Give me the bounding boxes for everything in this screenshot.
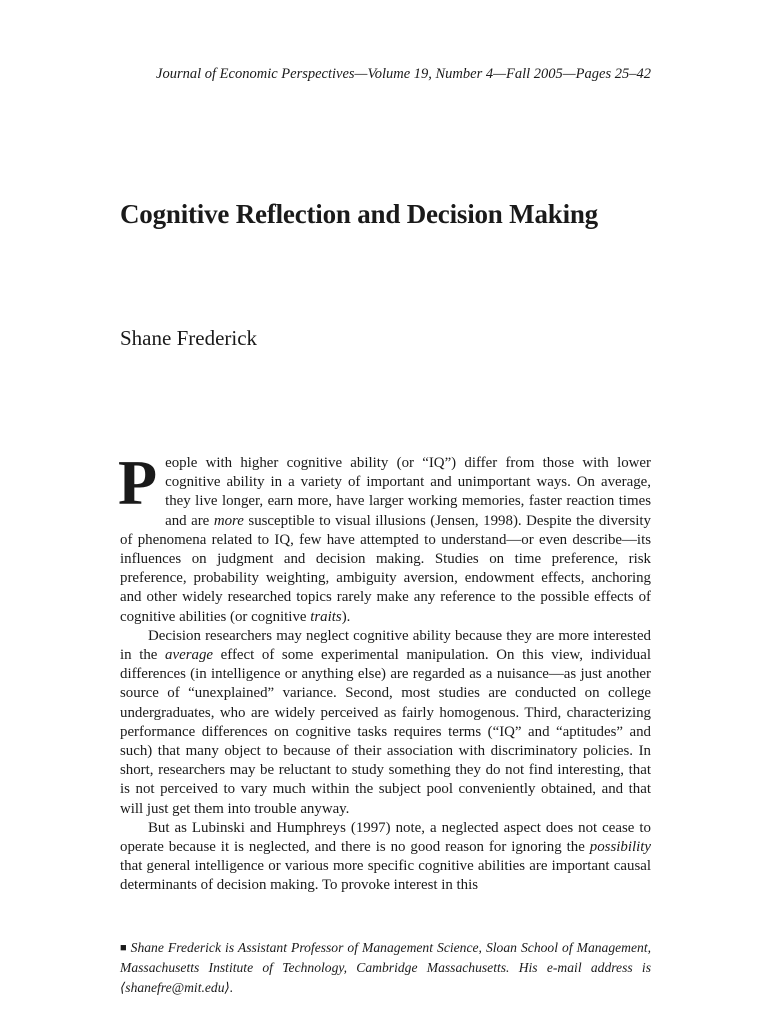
paragraph-3-text-a: But as Lubinski and Humphreys (1997) note, a neglected aspect does not cease to operate because it is neglected, and there is no good reason for ignoring the — [120, 819, 651, 856]
running-head: Journal of Economic Perspectives—Volume 19, Number 4—Fall 2005—Pages 25–42 — [156, 66, 651, 82]
paragraph-1-text-b: susceptible to visual illusions (Jensen, 1998). Despite the diversity of phenomena related to IQ, few have attempted to understand—or even describe—its influences on judgment and decision making. Studies on time preference, risk preference, probability weighting, ambiguity aversion, endowment effects, anchoring and other widely researched topics rarely make any reference to the possible effects of cognitive abilities (or cognitive — [120, 512, 651, 625]
article-title: Cognitive Reflection and Decision Making — [120, 199, 598, 229]
footnote-text: Shane Frederick is Assistant Professor of Management Science, Sloan School of Management, Massachusetts Institute of Technology, Cambridge Massachusetts. His e-mail address is ⟨shanefre@mit.edu⟩. — [120, 940, 651, 995]
paragraph-1-text-a: eople with higher cognitive ability (or “IQ”) differ from those with lower cognitive ability in a variety of important and unimportant ways. On average, they live longer, earn more, have larger working memories, faster reaction times and are — [165, 455, 651, 529]
paragraph-1-text-c: ). — [341, 608, 351, 625]
paragraph-1-emphasis-b: traits — [310, 608, 342, 625]
paragraph-1 — [118, 447, 651, 627]
article-body — [118, 447, 651, 896]
paragraph-3-text-b: that general intelligence or various more specific cognitive abilities are important causal determinants of decision making. To provoke interest in this — [120, 858, 651, 894]
paragraph-2 — [120, 627, 651, 819]
paragraph-2-text-b: effect of some experimental manipulation. On this view, individual differences (in intelligence or anything else) are regarded as a nuisance—as just another source of “unexplained” variance. Second, most studies are conducted on college undergraduates, who are widely perceived as fairly homogenous. Third, characterizing performance differences on cognitive tasks requires terms (“IQ” and “aptitudes” and such) that many object to because of their association with discriminatory policies. In short, researchers may be reluctant to study something they do not find interesting, that is not perceived to vary much within the subject pool conveniently obtained, and that will just get them into trouble anyway. — [120, 647, 651, 817]
author-footnote — [120, 938, 651, 998]
paragraph-3 — [120, 819, 651, 896]
paragraph-1-emphasis-a: more — [213, 512, 244, 529]
footnote-marker: ■ — [120, 942, 127, 954]
paragraph-2-text-a: Decision researchers may neglect cognitive ability because they are more interested in the — [120, 627, 651, 664]
paragraph-3-emphasis: possibility — [589, 839, 651, 856]
paragraph-2-emphasis: average — [165, 647, 214, 664]
author-name: Shane Frederick — [120, 326, 258, 350]
drop-cap: P — [118, 447, 158, 518]
